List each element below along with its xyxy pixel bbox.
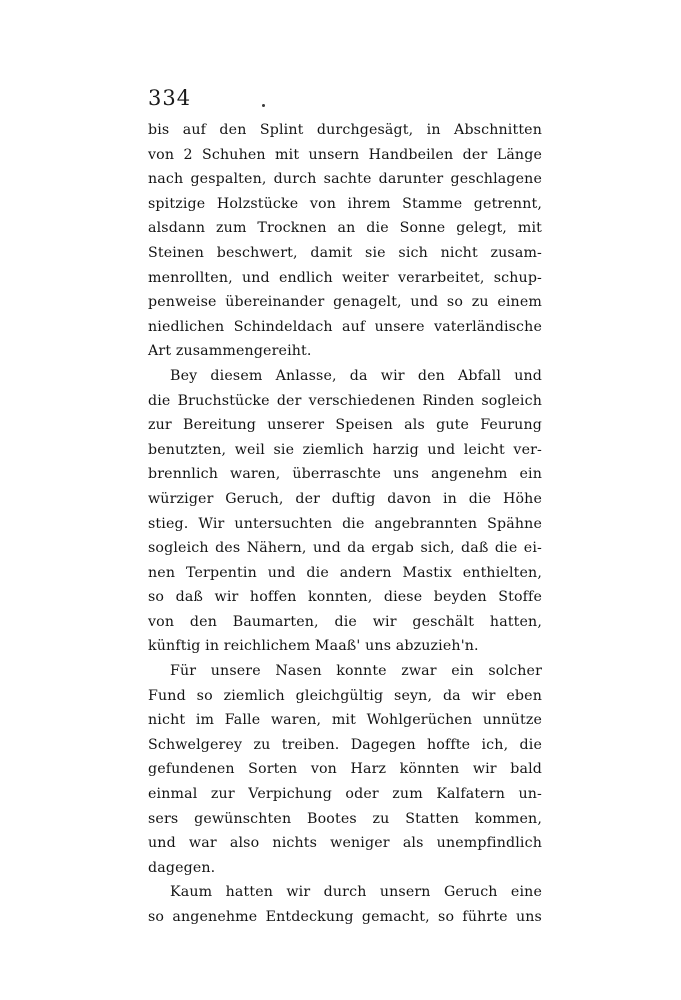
text-line: würziger Geruch, der duftig davon in die Höhe xyxy=(148,490,542,507)
text-line: gefundenen Sorten von Harz könnten wir bald xyxy=(148,761,542,778)
paragraph-end-line: Art zusammengereiht. xyxy=(148,343,312,360)
paragraph-end-line: dagegen. xyxy=(148,859,216,876)
text-line: spitzige Holzstücke von ihrem Stamme getrennt, xyxy=(148,195,542,212)
text-line: Schwelgerey zu treiben. Dagegen hoffte ich, die xyxy=(148,736,542,753)
paragraph-end-line: künftig in reichlichem Maaß' uns abzuzieh'n. xyxy=(148,638,479,655)
text-line: penweise übereinander genagelt, und so zu einem xyxy=(148,294,542,311)
text-line: Fund so ziemlich gleichgültig seyn, da wir eben xyxy=(148,687,542,704)
page-number: 334 xyxy=(148,86,192,110)
text-line: so angenehme Entdeckung gemacht, so führte uns xyxy=(148,909,542,925)
ink-speck xyxy=(262,104,265,107)
text-line: brennlich waren, überraschte uns angenehm ein xyxy=(148,466,542,483)
text-line: zur Bereitung unserer Speisen als gute Feurung xyxy=(148,417,542,434)
text-line: niedlichen Schindeldach auf unsere vaterländische xyxy=(148,318,542,335)
text-line: von 2 Schuhen mit unsern Handbeilen der Länge xyxy=(148,146,542,163)
text-line: und war also nichts weniger als unempfindlich xyxy=(148,835,542,852)
text-line: sogleich des Nähern, und da ergab sich, daß die ei- xyxy=(148,540,542,557)
text-line: menrollten, und endlich weiter verarbeitet, schup- xyxy=(148,269,542,286)
text-line: benutzten, weil sie ziemlich harzig und leicht ver- xyxy=(148,441,542,458)
text-line: nicht im Falle waren, mit Wohlgerüchen unnütze xyxy=(148,712,542,729)
text-line: nen Terpentin und die andern Mastix enthielten, xyxy=(148,564,542,581)
text-line: Steinen beschwert, damit sie sich nicht zusam- xyxy=(148,244,542,261)
body-text xyxy=(148,118,542,930)
paragraph-start-line: Bey diesem Anlasse, da wir den Abfall und xyxy=(170,367,542,384)
text-line: stieg. Wir untersuchten die angebrannten Spähne xyxy=(148,515,542,532)
paragraph-start-line: Kaum hatten wir durch unsern Geruch eine xyxy=(170,884,542,901)
text-line: die Bruchstücke der verschiedenen Rinden sogleich xyxy=(148,392,542,409)
text-line: so daß wir hoffen konnten, diese beyden Stoffe xyxy=(148,589,542,606)
text-line: bis auf den Splint durchgesägt, in Abschnitten xyxy=(148,122,542,138)
text-line: von den Baumarten, die wir geschält hatten, xyxy=(148,613,542,630)
text-line: einmal zur Verpichung oder zum Kalfatern un- xyxy=(148,786,542,803)
paragraph-start-line: Für unsere Nasen konnte zwar ein solcher xyxy=(170,663,542,680)
text-line: nach gespalten, durch sachte darunter geschlagene xyxy=(148,171,542,188)
text-line: sers gewünschten Bootes zu Statten kommen, xyxy=(148,810,542,827)
text-line: alsdann zum Trocknen an die Sonne gelegt, mit xyxy=(148,220,542,237)
